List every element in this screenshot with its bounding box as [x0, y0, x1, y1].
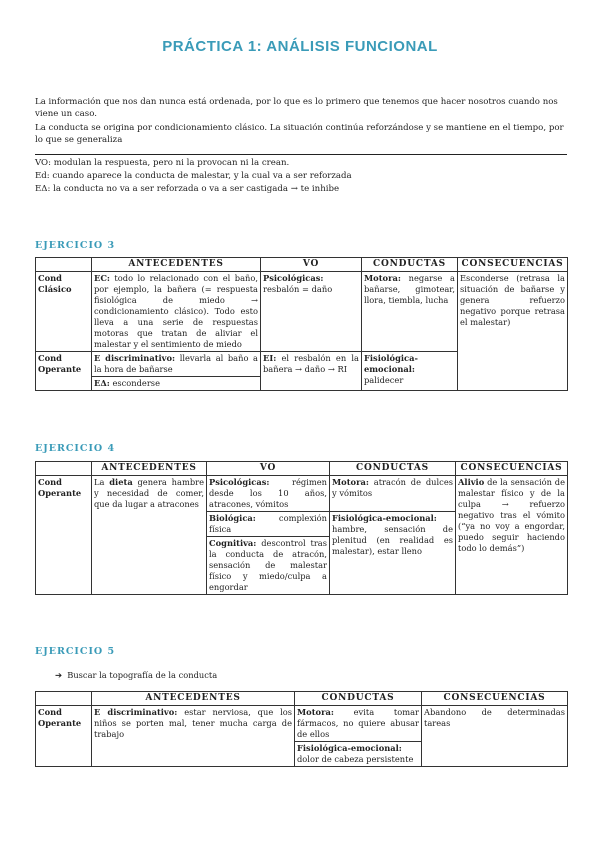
header-consecuencias: CONSECUENCIAS: [422, 692, 568, 706]
cell-consecuencias: Esconderse (retrasa la situación de bañarse y genera refuerzo negativo porque retrasa el malestar): [458, 272, 568, 391]
table-header-row: [36, 692, 568, 706]
header-vo: VO: [261, 258, 362, 272]
intro-paragraph: La información que nos dan nunca está ordenada, por lo que es lo primero que tenemos que hacer nosotros cuando nos viene un caso.: [35, 97, 558, 119]
row-label: Cond Operante: [36, 352, 92, 391]
definition-line: Ed: cuando aparece la conducta de malestar, y la cual va a ser reforzada: [35, 171, 352, 181]
table-row: [36, 272, 568, 352]
cell-vo: Psicológicas: resbalón = daño: [261, 272, 362, 352]
cell-vo: Psicológicas: régimen desde los 10 años, atracones, vómitos: [207, 476, 330, 512]
cell-conductas: Fisiológica-emocional: dolor de cabeza persistente: [295, 742, 422, 767]
cell-conductas: Motora: evita tomar fármacos, no quiere abusar de ellos: [295, 706, 422, 742]
intro-text: [35, 96, 567, 148]
cell-vo: Cognitiva: descontrol tras la conducta de atracón, sensación de malestar físico y miedo/culpa a engordar: [207, 537, 330, 595]
header-consecuencias: CONSECUENCIAS: [456, 462, 568, 476]
cell-antecedentes: E discriminativo: llevarla al baño a la hora de bañarse: [92, 352, 261, 377]
cell-conductas: Fisiológica-emocional: palidecer: [362, 352, 458, 391]
cell-conductas: Motora: atracón de dulces y vómitos: [330, 476, 456, 512]
header-conductas: CONDUCTAS: [330, 462, 456, 476]
header-empty: [36, 462, 92, 476]
table-row: [36, 706, 568, 742]
cell-vo: EI: el resbalón en la bañera → daño → RI: [261, 352, 362, 391]
cell-conductas: Motora: negarse a bañarse, gimotear, llora, tiembla, lucha: [362, 272, 458, 352]
header-antecedentes: ANTECEDENTES: [92, 258, 261, 272]
definitions: [35, 157, 567, 196]
row-label: Cond Clásico: [36, 272, 92, 352]
header-conductas: CONDUCTAS: [295, 692, 422, 706]
header-conductas: CONDUCTAS: [362, 258, 458, 272]
header-empty: [36, 258, 92, 272]
arrow-icon: ➔: [55, 670, 62, 680]
header-antecedentes: ANTECEDENTES: [92, 692, 295, 706]
exercise-5-table: [35, 691, 568, 767]
cell-antecedentes: EΔ: esconderse: [92, 377, 261, 391]
table-row: [36, 476, 568, 512]
divider: [35, 154, 567, 155]
row-label: Cond Operante: [36, 476, 92, 595]
page-title: PRÁCTICA 1: ANÁLISIS FUNCIONAL: [162, 38, 438, 55]
table-header-row: [36, 258, 568, 272]
exercise-4-heading: EJERCICIO 4: [35, 443, 116, 454]
exercise-3-heading: EJERCICIO 3: [35, 240, 116, 251]
cell-consecuencias: Alivio de la sensación de malestar físico y de la culpa → refuerzo negativo tras el vómito (“ya no voy a engordar, puedo seguir haciendo todo lo demás”): [456, 476, 568, 595]
exercise-4-table: [35, 461, 568, 595]
cell-antecedentes: EC: todo lo relacionado con el baño, por ejemplo, la bañera (= respuesta fisiológica de miedo → condicionamiento clásico). Todo esto lleva a una serie de respuestas motoras que tratan de aliviar el malestar y el sentimiento de miedo: [92, 272, 261, 352]
cell-vo: Biológica: complexión física: [207, 512, 330, 537]
header-antecedentes: ANTECEDENTES: [92, 462, 207, 476]
cell-antecedentes: La dieta genera hambre y necesidad de comer, que da lugar a atracones: [92, 476, 207, 595]
cell-conductas: Fisiológica-emocional: hambre, sensación de plenitud (en realidad es malestar), estar lleno: [330, 512, 456, 595]
header-empty: [36, 692, 92, 706]
exercise-5-heading: EJERCICIO 5: [35, 646, 116, 657]
cell-antecedentes: E discriminativo: estar nerviosa, que los niños se porten mal, tener mucha carga de trabajo: [92, 706, 295, 767]
row-label: Cond Operante: [36, 706, 92, 767]
header-vo: VO: [207, 462, 330, 476]
header-consecuencias: CONSECUENCIAS: [458, 258, 568, 272]
definition-line: VO: modulan la respuesta, pero ni la provocan ni la crean.: [35, 158, 290, 168]
definition-line: EΔ: la conducta no va a ser reforzada o va a ser castigada → te inhibe: [35, 184, 340, 194]
cell-consecuencias: Abandono de determinadas tareas: [422, 706, 568, 767]
exercise-3-table: [35, 257, 568, 391]
table-header-row: [36, 462, 568, 476]
bullet-item: ➔ Buscar la topografía de la conducta: [55, 670, 218, 680]
intro-paragraph: La conducta se origina por condicionamiento clásico. La situación continúa reforzándose y se mantiene en el tiempo, por lo que se generaliza: [35, 123, 564, 145]
